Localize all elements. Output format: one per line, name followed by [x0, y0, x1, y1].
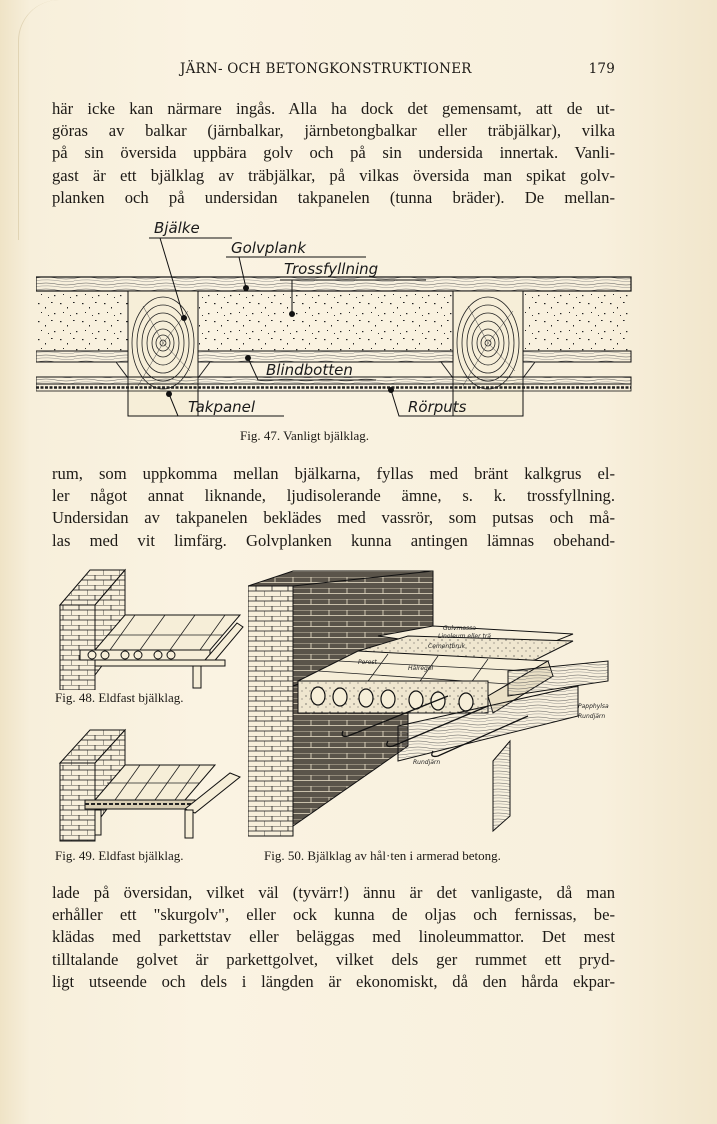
paragraph-3: [52, 882, 615, 993]
page-number: 179: [588, 61, 615, 77]
text-line: planken och på undersidan takpanelen (tunna bräder). De mellan-: [52, 187, 615, 207]
label-halregel: Hålregel: [408, 665, 434, 672]
paragraph-1: [52, 98, 615, 209]
running-title: JÄRN- OCH BETONGKONSTRUKTIONER: [180, 61, 472, 77]
label-cementbruk: Cementbruk: [428, 643, 466, 650]
text-line: las med vit limfärg. Golvplanken kunna antingen lämnas obehand-: [52, 530, 615, 550]
label-blindbotten: Blindbotten: [266, 361, 353, 379]
label-rundjarn-right: Rundjärn: [578, 713, 606, 720]
text-line: klädas med parkettstav eller beläggas med linoleummattor. Det mest: [52, 927, 615, 947]
text-line: här icke kan närmare ingås. Alla ha dock det gemensamt, att de ut-: [52, 99, 615, 118]
label-porost: Porost: [358, 659, 377, 666]
label-golvplank: Golvplank: [231, 239, 306, 257]
text-line: gast är ett bjälklag av träbjälkar, på vilkas översida man spikat golv-: [52, 165, 615, 185]
text-line: på sin översida uppbära golv och på sin undersida innertak. Vanli-: [52, 143, 615, 163]
label-takpanel: Takpanel: [188, 398, 256, 416]
text-line: ligt utseende och dels i längden är ekonomiskt, då den hårda ekpar-: [52, 971, 615, 991]
text-line: rum, som uppkomma mellan bjälkarna, fyllas med bränt kalkgrus el-: [52, 464, 615, 483]
text-line: ler något annat liknande, ljudisolerande ämne, s. k. trossfyllning.: [52, 486, 615, 506]
figure-49-fireproof-floor: [55, 725, 245, 843]
figure-50-hollow-block-floor: [248, 566, 613, 846]
label-linoleum: Linoleum eller trä: [438, 633, 491, 640]
label-rorputs: Rörputs: [408, 398, 467, 416]
paragraph-2: [52, 463, 615, 552]
running-header: [52, 61, 615, 81]
figure-48-fireproof-floor: [55, 565, 245, 690]
figure-48-caption: Fig. 48. Eldfast bjälklag.: [55, 690, 184, 705]
label-papphylsa: Papphylsa: [578, 703, 609, 710]
text-line: Undersidan av takpanelen beklädes med vassrör, som putsas och må-: [52, 508, 615, 528]
figure-49-caption: Fig. 49. Eldfast bjälklag.: [55, 848, 184, 863]
label-rundjarn-bottom: Rundjärn: [413, 759, 441, 766]
text-line: erhåller ett "skurgolv", eller ock kunna de oljas och fernissas, be-: [52, 905, 615, 925]
figure-47-caption: Fig. 47. Vanligt bjälklag.: [240, 428, 370, 443]
figure-47-floor-section: [36, 210, 636, 425]
text-line: lade på översidan, vilket väl (tyvärr!) ännu är det vanligaste, då man: [52, 883, 615, 902]
text-line: göras av balkar (järnbalkar, järnbetongbalkar eller träbjälkar), vilka: [52, 121, 615, 141]
text-line: tilltalande golvet är parkettgolvet, vilket dels ger rummet ett pryd-: [52, 949, 615, 969]
label-trossfyllning: Trossfyllning: [284, 260, 379, 278]
figure-50-caption: Fig. 50. Bjälklag av hål·ten i armerad betong.: [264, 848, 501, 863]
label-bjalke: Bjälke: [154, 219, 200, 237]
label-golvmassa: Golvmassa: [443, 625, 476, 632]
